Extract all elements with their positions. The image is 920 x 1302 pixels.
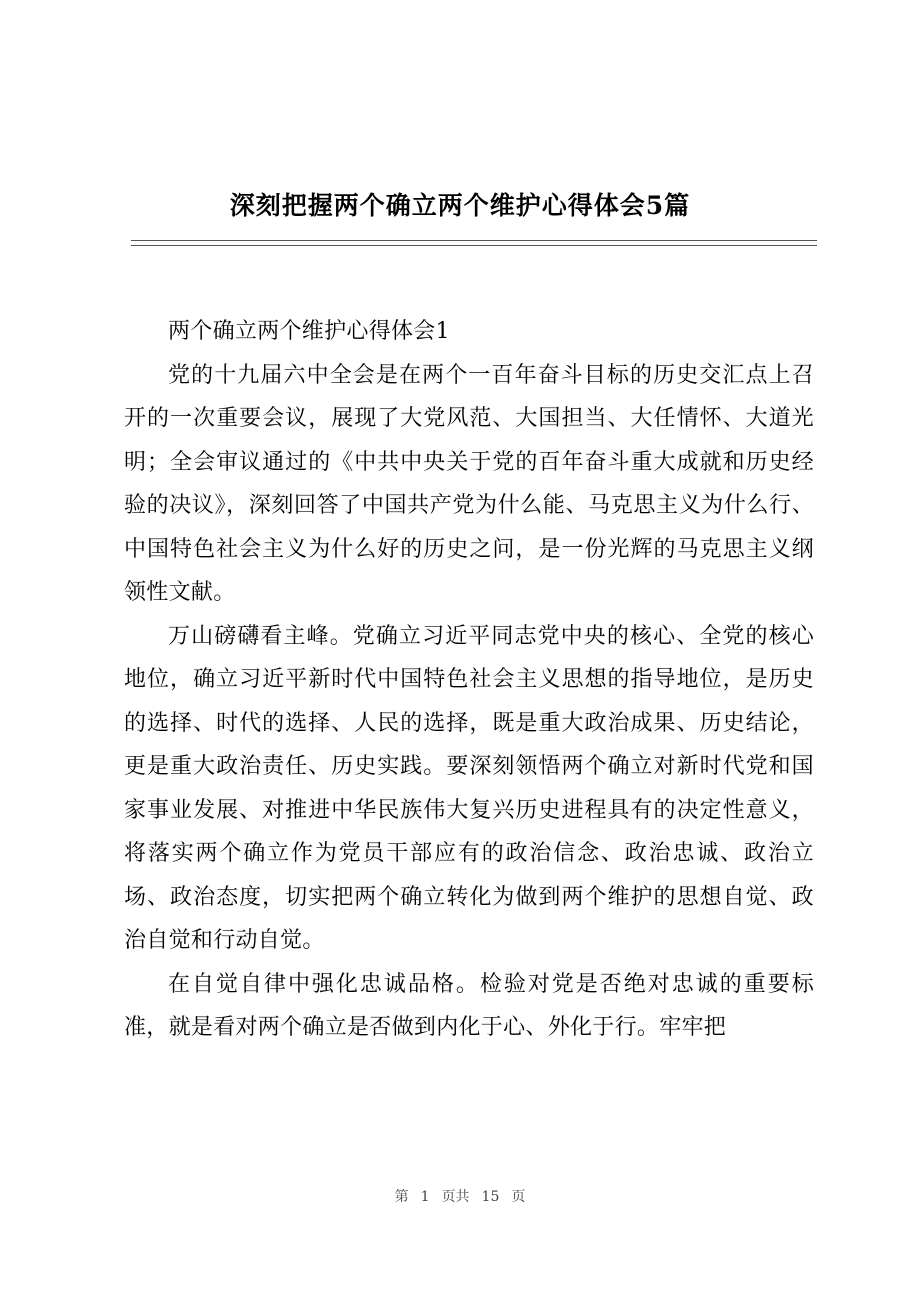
footer-suffix: 页 (511, 1189, 526, 1205)
title-double-rule (131, 240, 817, 246)
footer-total-pages: 15 (481, 1189, 500, 1205)
footer-prefix: 第 (394, 1189, 409, 1205)
paragraph: 万山磅礴看主峰。党确立习近平同志党中央的核心、全党的核心地位，确立习近平新时代中国特色社会主义思想的指导地位，是历史的选择、时代的选择、人民的选择，既是重大政治成果、历史结论，更是重大政治责任、历史实践。要深刻领悟两个确立对新时代党和国家事业发展、对推进中华民族伟大复兴历史进程具有的决定性意义，将落实两个确立作为党员干部应有的政治信念、政治忠诚、政治立场、政治态度，切实把两个确立转化为做到两个维护的思想自觉、政治自觉和行动自觉。 (124, 623, 814, 953)
section-heading: 两个确立两个维护心得体会1 (168, 319, 450, 344)
document-body (124, 310, 814, 1050)
page-footer (0, 1186, 920, 1206)
footer-middle: 页共 (441, 1189, 470, 1205)
footer-current-page: 1 (420, 1189, 430, 1205)
paragraph: 在自觉自律中强化忠诚品格。检验对党是否绝对忠诚的重要标准，就是看对两个确立是否做到内化于心、外化于行。牢牢把 (124, 971, 814, 1040)
paragraph: 党的十九届六中全会是在两个一百年奋斗目标的历史交汇点上召开的一次重要会议，展现了大党风范、大国担当、大任情怀、大道光明；全会审议通过的《中共中央关于党的百年奋斗重大成就和历史经验的决议》，深刻回答了中国共产党为什么能、马克思主义为什么行、中国特色社会主义为什么好的历史之问，是一份光辉的马克思主义纲领性文献。 (124, 362, 814, 605)
document-title: 深刻把握两个确立两个维护心得体会5篇 (229, 191, 691, 220)
